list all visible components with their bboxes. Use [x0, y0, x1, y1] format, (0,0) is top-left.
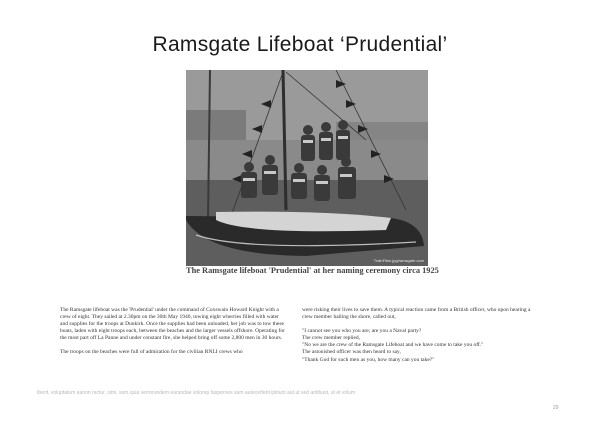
quote-line: "Thank God for such men as you, how many can you take?": [302, 356, 435, 363]
lifeboat-photo-illustration: [186, 70, 428, 266]
paragraph: The Ramsgate lifeboat was the 'Prudential' under the command of Coxswain Howard Knight with a crew of eight. They sailed at 2.30pm on the 30th May 1940, towing eight wherries filled with water and supplies for the troops at Dunkirk. Once the supplies had been unloaded, her job was to tow these boats, laden with eight troops each, between the beaches and the larger vessels offshore. Operating for the most part off La Panne and under constant fire, she helped bring off some 2,800 men in 30 hours.: [60, 307, 285, 342]
paragraph: were risking their lives to save them. A typical reaction came from a British officer, who upon hearing a crew member hailing the shore, called out,: [302, 307, 531, 321]
page-number: 29: [553, 405, 559, 411]
paragraph: The troops on the beaches were full of admiration for the civilian RNLI crews who: [60, 349, 243, 356]
footer-text: Iberit, voluptatum earion rectur, simi, sum quia verrorundem earundae volorep faspernes sam autecerfent ipitiunt aut ut sed antibust, ut et volum: [37, 390, 356, 396]
quote-line: The astonished officer was then heard to say,: [302, 349, 401, 356]
quote-line: "I cannot see you who you are; are you a Naval party?: [302, 328, 422, 335]
quote-line: "No we are the crew of the Ramsgate Lifeboat and we have come to take you off.": [302, 342, 484, 349]
lifeboat-photo: [186, 70, 428, 266]
page-title: Ramsgate Lifeboat ‘Prudential’: [152, 33, 448, 56]
photo-credit: TrainFiles.jpg/ramsgate.com: [373, 258, 424, 263]
text-column-right: [302, 307, 542, 364]
quote-line: The crew member replied,: [302, 335, 361, 342]
text-column-left: [60, 307, 285, 364]
photo-caption: The Ramsgate lifeboat 'Prudential' at her naming ceremony circa 1925: [186, 266, 439, 275]
